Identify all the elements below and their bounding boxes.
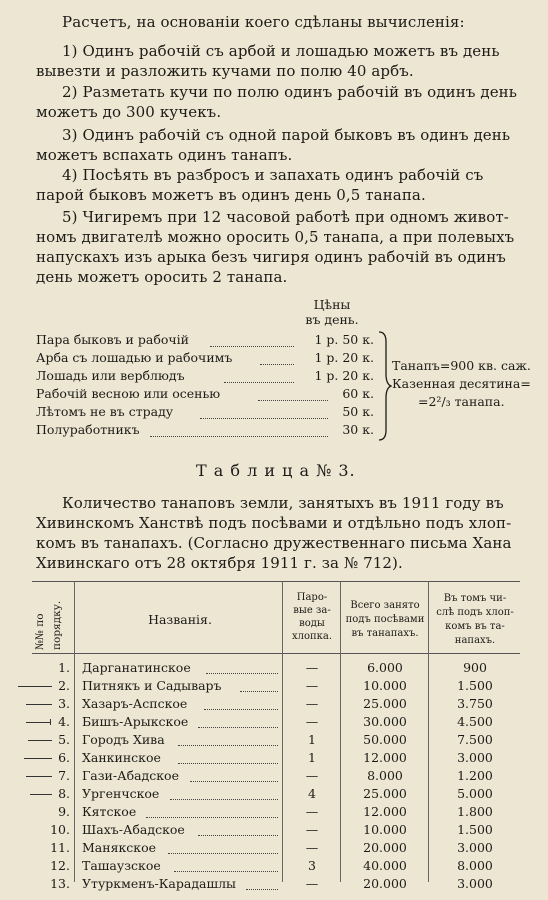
row-name: Утуркменъ-Карадашлы: [82, 876, 236, 891]
row-number: 9.: [58, 804, 70, 819]
row-name: Городъ Хива: [82, 732, 165, 747]
header-plants-line-2: вые за-: [293, 605, 331, 616]
row-leader: [198, 835, 278, 836]
header-cotton-line-1: Въ томъ чи-: [443, 593, 507, 604]
row-total: 30.000: [363, 714, 407, 729]
row-name: Гази-Абадское: [82, 768, 179, 783]
row-leader: [240, 691, 278, 692]
row-name: Бишъ-Арыкское: [82, 714, 189, 729]
row-total: 40.000: [363, 858, 407, 873]
row-leader: [206, 673, 278, 674]
row-plants: 1: [308, 750, 316, 765]
row-leader: [178, 745, 278, 746]
row-leader: [168, 853, 278, 854]
row-plants: —: [305, 768, 319, 783]
calc-item-5-line-4: день можетъ оросить 2 танапа.: [36, 268, 288, 286]
row-cotton: 1.500: [457, 822, 493, 837]
price-label: Рабочiй весною или осенью: [36, 386, 221, 401]
header-cotton-line-4: напахъ.: [454, 635, 496, 646]
price-leader: [224, 382, 294, 383]
price-value: 1 р. 20 к.: [314, 368, 374, 383]
row-plants: 1: [308, 732, 316, 747]
table-column-rule: [282, 582, 283, 882]
calc-heading: Расчетъ, на основанiи коего сдѣланы вычисленiя:: [62, 13, 465, 31]
row-name: Дарганатинское: [82, 660, 191, 675]
row-leader: [198, 727, 278, 728]
row-name: Кятское: [82, 804, 137, 819]
row-total: 25.000: [363, 696, 407, 711]
row-plants: 4: [308, 786, 316, 801]
calc-item-4-line-1: 4) Посѣять въ разбросъ и запахать одинъ рабочiй съ: [62, 166, 484, 184]
pen-mark: [18, 686, 52, 687]
tanap-note-line-2: Казенная десятина=: [392, 376, 531, 391]
row-number: 6.: [58, 750, 70, 765]
header-plants-line-4: хлопка.: [291, 631, 333, 642]
header-total-line-2: подъ посѣвами: [345, 614, 425, 625]
row-cotton: 1.200: [457, 768, 493, 783]
row-number: 2.: [58, 678, 70, 693]
row-number: 13.: [50, 876, 70, 891]
row-plants: —: [305, 696, 319, 711]
header-cotton-line-2: слѣ подъ хлоп-: [436, 607, 514, 618]
row-cotton: 4.500: [457, 714, 493, 729]
row-leader: [146, 817, 278, 818]
calc-item-1-line-2: вывезти и разложить кучами по полю 40 арбъ.: [36, 62, 414, 80]
calc-item-1-line-1: 1) Одинъ рабочiй съ арбой и лошадью можетъ въ день: [62, 42, 500, 60]
row-total: 20.000: [363, 876, 407, 891]
row-plants: —: [305, 660, 319, 675]
row-total: 10.000: [363, 822, 407, 837]
row-leader: [174, 871, 278, 872]
calc-item-4-line-2: парой быковъ можетъ въ одинъ день 0,5 танапа.: [36, 186, 426, 204]
row-name: Ханкинское: [82, 750, 161, 765]
price-value: 50 к.: [342, 404, 374, 419]
table-column-rule: [340, 582, 341, 882]
header-plants-line-3: воды: [299, 618, 325, 629]
row-name: Хазаръ-Аспское: [82, 696, 188, 711]
row-plants: —: [305, 840, 319, 855]
header-number-line-1: №№ по: [34, 613, 46, 650]
row-total: 12.000: [363, 750, 407, 765]
pen-mark: [30, 794, 52, 795]
pen-mark: [28, 740, 52, 741]
calc-item-5-line-3: напускахъ изъ арыка безъ чигиря одинъ рабочiй въ одинъ: [36, 248, 506, 266]
table-column-rule: [428, 582, 429, 882]
price-value: 60 к.: [342, 386, 374, 401]
pen-mark: [24, 758, 52, 759]
row-cotton: 3.000: [457, 876, 493, 891]
row-plants: —: [305, 804, 319, 819]
row-total: 20.000: [363, 840, 407, 855]
row-leader: [170, 799, 278, 800]
row-plants: —: [305, 876, 319, 891]
header-total-line-3: въ танапахъ.: [351, 628, 419, 639]
row-leader: [190, 781, 278, 782]
header-plants-line-1: Паро-: [296, 592, 328, 603]
price-label: Пара быковъ и рабочiй: [36, 332, 189, 347]
row-name: Манякское: [82, 840, 157, 855]
price-leader: [210, 346, 294, 347]
row-leader: [178, 763, 278, 764]
calc-item-2-line-1: 2) Разметать кучи по полю одинъ рабочiй въ одинъ день: [62, 83, 518, 101]
price-value: 1 р. 50 к.: [314, 332, 374, 347]
row-name: Питнякъ и Садываръ: [82, 678, 222, 693]
row-cotton: 3.000: [457, 750, 493, 765]
price-value: 1 р. 20 к.: [314, 350, 374, 365]
row-cotton: 3.000: [457, 840, 493, 855]
table-column-rule: [74, 582, 75, 882]
table-header-rule: [32, 653, 520, 654]
row-cotton: 7.500: [457, 732, 493, 747]
row-plants: 3: [308, 858, 316, 873]
row-plants: —: [305, 822, 319, 837]
table-top-rule: [32, 581, 520, 582]
price-label: Арба съ лошадью и рабочимъ: [36, 350, 233, 365]
row-total: 12.000: [363, 804, 407, 819]
tanap-note-line-1: Танапъ=900 кв. саж.: [392, 358, 531, 373]
row-total: 6.000: [367, 660, 403, 675]
row-name: Ташаузское: [82, 858, 161, 873]
row-plants: —: [305, 714, 319, 729]
price-brace: [376, 330, 392, 442]
table-desc-line-4: Хивинскаго отъ 28 октября 1911 г. за № 712).: [36, 554, 403, 572]
row-cotton: 5.000: [457, 786, 493, 801]
table-desc-line-3: комъ въ танапахъ. (Согласно дружественнаго письма Хана: [36, 534, 512, 552]
row-number: 11.: [50, 840, 70, 855]
tanap-note-line-3: =2²/₃ танапа.: [418, 394, 505, 409]
row-number: 1.: [58, 660, 70, 675]
row-number: 5.: [58, 732, 70, 747]
pen-mark: [26, 722, 50, 723]
header-total-line-1: Всего занято: [350, 600, 420, 611]
row-number: 10.: [50, 822, 70, 837]
prices-header-line-1: Цѣны: [313, 297, 351, 312]
row-total: 8.000: [367, 768, 403, 783]
price-label: Лошадь или верблюдъ: [36, 368, 185, 383]
row-cotton: 1.800: [457, 804, 493, 819]
table-title: Т а б л и ц а № 3.: [196, 461, 356, 480]
row-cotton: 900: [463, 660, 487, 675]
price-leader: [260, 364, 294, 365]
table-desc-line-1: Количество танаповъ земли, занятыхъ въ 1911 году въ: [62, 494, 504, 512]
row-number: 8.: [58, 786, 70, 801]
prices-header-line-2: въ день.: [305, 312, 359, 327]
row-number: 7.: [58, 768, 70, 783]
row-number: 3.: [58, 696, 70, 711]
row-total: 25.000: [363, 786, 407, 801]
header-name: Названiя.: [148, 612, 212, 627]
row-number: 4.: [58, 714, 70, 729]
pen-mark: [50, 719, 51, 725]
calc-item-5-line-2: номъ двигателѣ можно оросить 0,5 танапа, а при полевыхъ: [36, 228, 515, 246]
calc-item-5-line-1: 5) Чигиремъ при 12 часовой работѣ при одномъ живот-: [62, 208, 509, 226]
calc-item-2-line-2: можетъ до 300 кучекъ.: [36, 103, 222, 121]
calc-item-3-line-2: можетъ вспахать одинъ танапъ.: [36, 146, 293, 164]
row-total: 10.000: [363, 678, 407, 693]
row-cotton: 8.000: [457, 858, 493, 873]
row-cotton: 1.500: [457, 678, 493, 693]
row-number: 12.: [50, 858, 70, 873]
row-name: Ургенчское: [82, 786, 160, 801]
row-leader: [246, 889, 278, 890]
price-label: Лѣтомъ не въ страду: [36, 404, 174, 419]
calc-item-3-line-1: 3) Одинъ рабочiй съ одной парой быковъ въ одинъ день: [62, 126, 511, 144]
header-number-line-2: порядку.: [51, 600, 63, 650]
row-name: Шахъ-Абадское: [82, 822, 185, 837]
price-label: Полуработникъ: [36, 422, 140, 437]
row-cotton: 3.750: [457, 696, 493, 711]
price-value: 30 к.: [342, 422, 374, 437]
row-total: 50.000: [363, 732, 407, 747]
table-desc-line-2: Хивинскомъ Ханствѣ подъ посѣвами и отдѣльно подъ хлоп-: [36, 514, 512, 532]
header-cotton-line-3: комъ въ та-: [445, 621, 505, 632]
pen-mark: [26, 776, 52, 777]
row-plants: —: [305, 678, 319, 693]
row-leader: [204, 709, 278, 710]
pen-mark: [26, 704, 52, 705]
